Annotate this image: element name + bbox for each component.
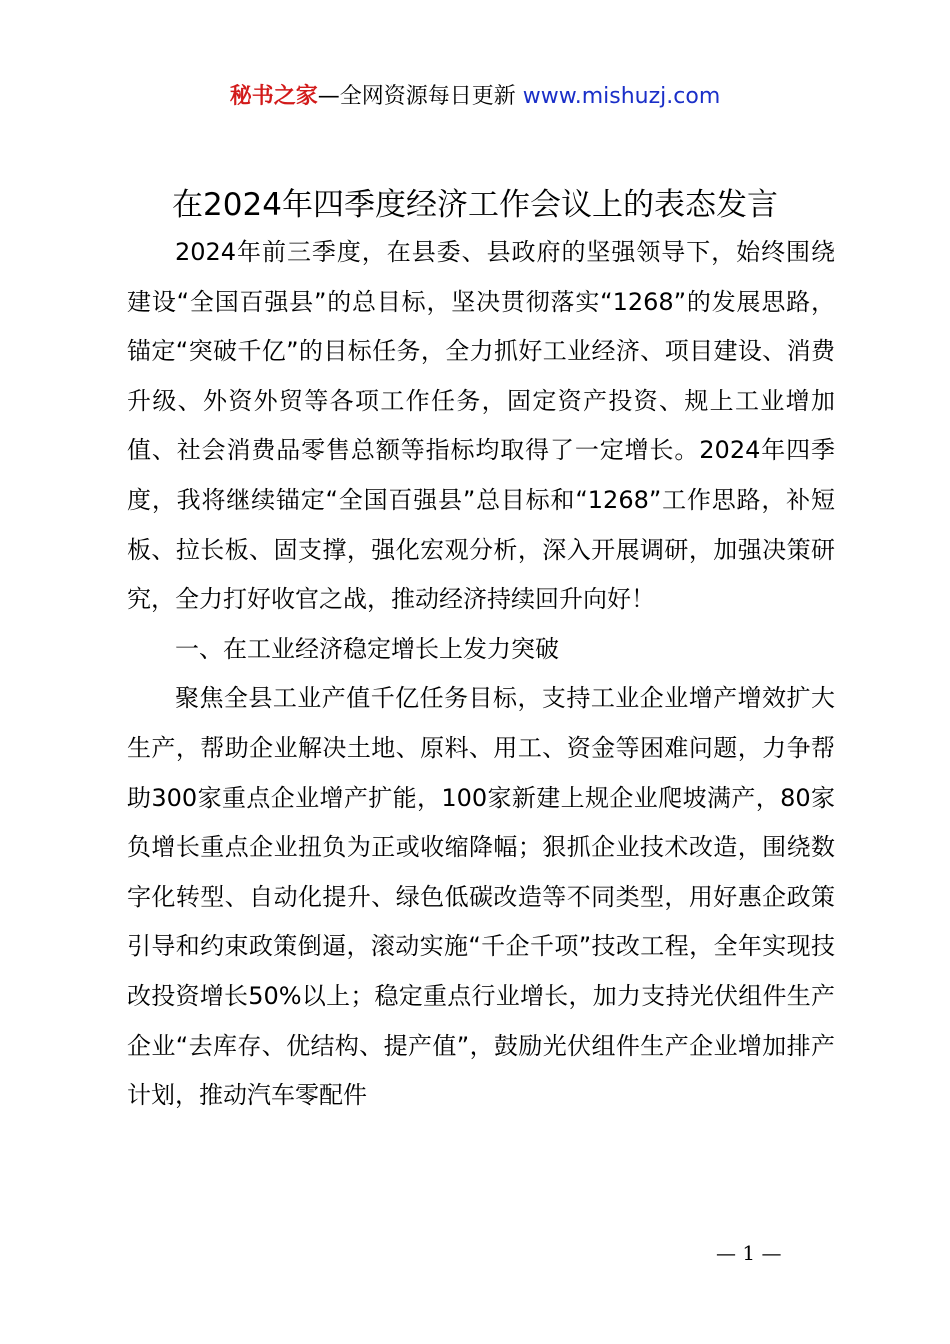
paragraph-section-1: 聚焦全县工业产值千亿任务目标，支持工业企业增产增效扩大生产，帮助企业解决土地、原料、用工、资金等困难问题，力争帮助300家重点企业增产扩能，100家新建上规企业爬坡满产，80家负增长重点企业扭负为正或收缩降幅；狠抓企业技术改造，围绕数字化转型、自动化提升、绿色低碳改造等不同类型，用好惠企政策引导和约束政策倒逼，滚动实施“千企千项”技改工程，全年实现技改投资增长50%以上；稳定重点行业增长，加力支持光伏组件生产企业“去库存、优结构、提产值”，鼓励光伏组件生产企业增加排产计划，推动汽车零配件 bbox=[127, 684, 835, 1110]
site-header bbox=[0, 82, 950, 112]
document-body bbox=[127, 228, 835, 1121]
site-brand: 秘书之家 bbox=[229, 84, 318, 109]
section-heading-1: 一、在工业经济稳定增长上发力突破 bbox=[175, 634, 559, 663]
site-url[interactable]: www.mishuzj.com bbox=[522, 84, 721, 109]
page-number: — 1 — bbox=[716, 1241, 782, 1265]
document-title: 在2024年四季度经济工作会议上的表态发言 bbox=[172, 187, 778, 223]
site-tagline: —全网资源每日更新 bbox=[317, 84, 523, 109]
paragraph-intro: 2024年前三季度，在县委、县政府的坚强领导下，始终围绕建设“全国百强县”的总目标，坚决贯彻落实“1268”的发展思路，锚定“突破千亿”的目标任务，全力抓好工业经济、项目建设、消费升级、外资外贸等各项工作任务，固定资产投资、规上工业增加值、社会消费品零售总额等指标均取得了一定增长。2024年四季度，我将继续锚定“全国百强县”总目标和“1268”工作思路，补短板、拉长板、固支撑，强化宏观分析，深入开展调研，加强决策研究，全力打好收官之战，推动经济持续回升向好！ bbox=[127, 238, 835, 614]
